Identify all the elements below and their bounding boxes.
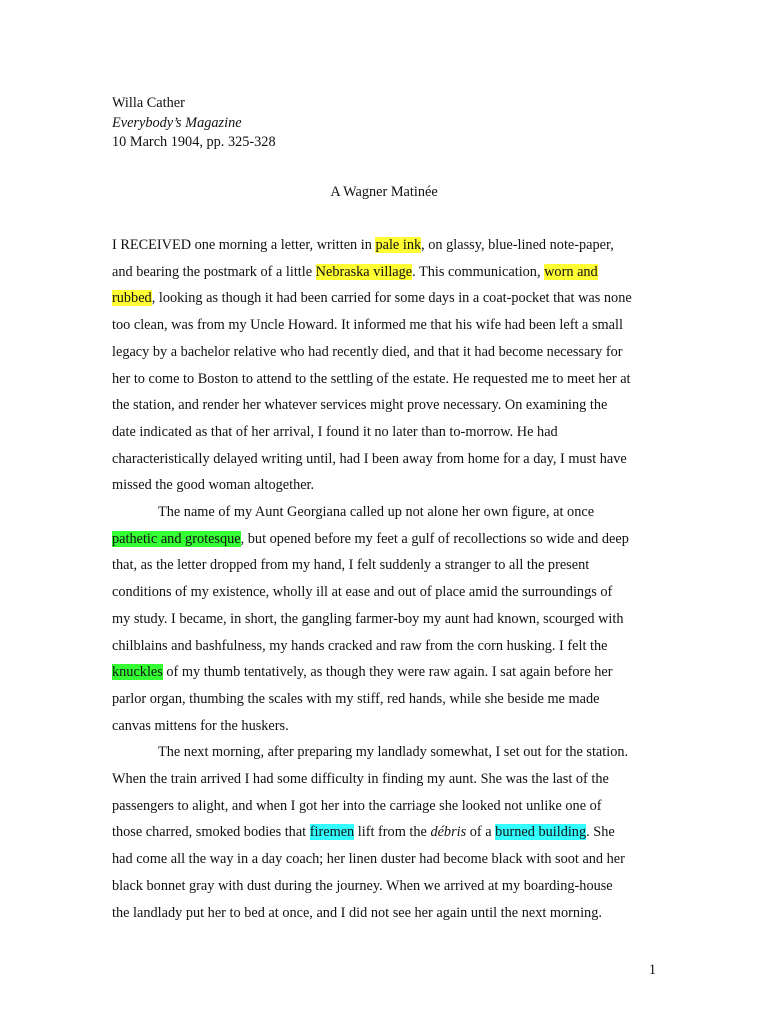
highlighted-text: pathetic and grotesque <box>112 530 241 547</box>
italic-text: débris <box>430 824 467 841</box>
paragraph-text: The next morning, after preparing my landlady somewhat, I set out for the station. When the train arrived I had some difficulty in finding my aunt. She was the last of the passengers to alight, and when I got her into the carriage she looked not unlike one of those charred, smoked bodies that <box>112 744 629 841</box>
paragraph-text: I RECEIVED one morning a letter, written in <box>112 237 376 253</box>
paragraph-text: lift from the <box>354 824 431 841</box>
page-number: 1 <box>648 962 656 978</box>
paragraph-text: , but opened before my feet a gulf of recollections so wide and deep that, as the letter dropped from my hand, I felt suddenly a stranger to all the present conditions of my existence, wholly ill at ease and out of place amid the surroundings of my study. I became, in short, the gangling farmer-boy my aunt had known, scourged with chilblains and bashfulness, my hands cracked and raw from the corn husking. I felt the <box>112 530 629 654</box>
author-name: Willa Cather <box>112 95 185 111</box>
paragraph-text: , looking as though it had been carried for some days in a coat-pocket that was none too clean, was from my Uncle Howard. It informed me that his wife had been left a small legacy by a bachelor relative who had recently died, and that it had become necessary for her to come to Boston to attend to the settling of the estate. He requested me to meet her at the station, and render her whatever services might prove necessary. On examining the date indicated as that of her arrival, I found it no later than to-morrow. He had characteristically delayed writing until, had I been away from home for a day, I must have missed the good woman altogether. <box>112 290 632 494</box>
story-title: A Wagner Matinée <box>330 184 438 200</box>
highlighted-text: pale ink <box>375 237 422 253</box>
highlighted-text: knuckles <box>112 664 163 681</box>
highlighted-text: burned building <box>495 824 587 841</box>
paragraph-text: , on glassy, blue-lined note-paper, and bearing the postmark of a little <box>112 237 614 280</box>
highlighted-text: Nebraska village <box>315 263 413 280</box>
paragraph-text: . She had come all the way in a day coach; her linen duster had become black with soot and her black bonnet gray with dust during the journey. When we arrived at my boarding-house the landlady put her to bed at once, and I did not see her again until the next morning. <box>112 824 625 921</box>
publication-title: Everybody’s Magazine <box>112 114 242 131</box>
paragraph <box>112 499 632 739</box>
paragraph <box>112 739 632 926</box>
paragraph-text: The name of my Aunt Georgiana called up not alone her own figure, at once <box>158 504 595 521</box>
story-body <box>112 232 632 926</box>
highlighted-text: worn and rubbed <box>112 263 598 307</box>
publication-name <box>112 114 276 134</box>
highlighted-text: firemen <box>309 824 355 841</box>
paragraph-text: of a <box>466 824 496 841</box>
publication-date-pages: 10 March 1904, pp. 325-328 <box>112 134 276 150</box>
citation-header <box>112 94 276 153</box>
paragraph-text: . This communication, <box>412 263 545 280</box>
paragraph <box>112 232 632 499</box>
paragraph-text: of my thumb tentatively, as though they were raw again. I sat again before her parlor organ, thumbing the scales with my stiff, red hands, while she beside me made canvas mittens for the huskers. <box>112 664 613 734</box>
